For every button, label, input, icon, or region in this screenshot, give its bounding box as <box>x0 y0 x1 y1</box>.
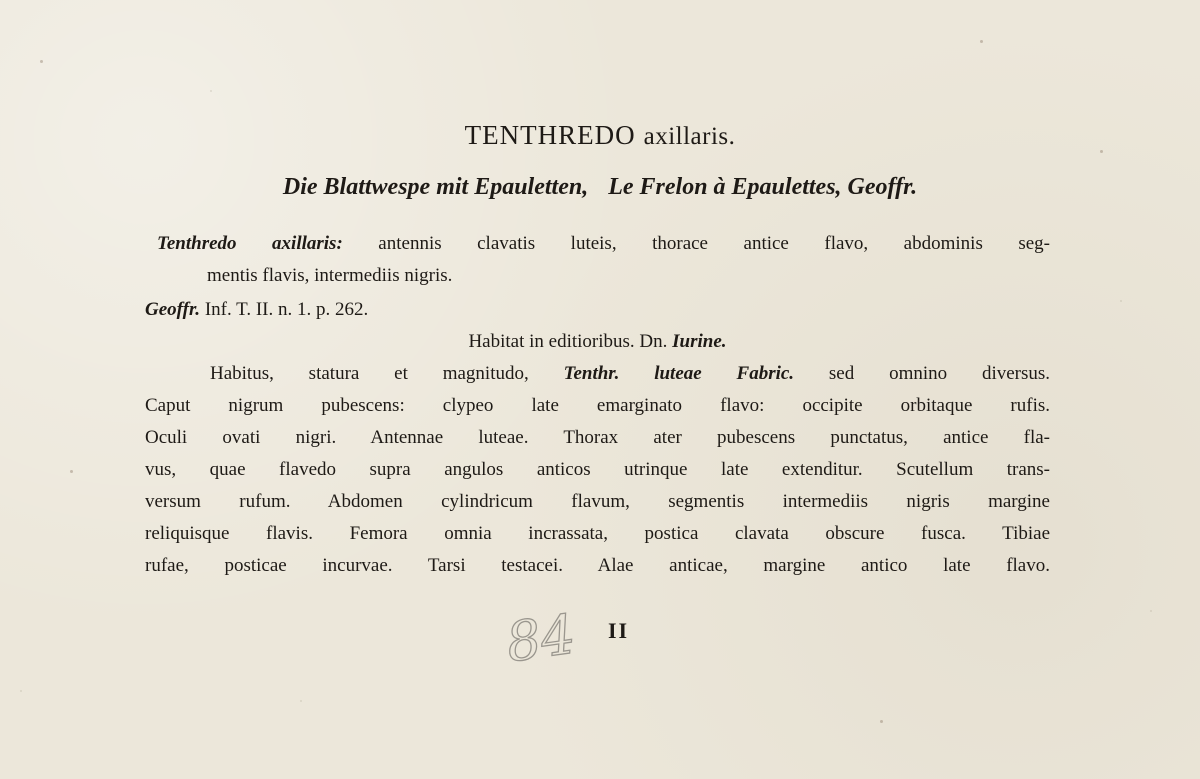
description-line-5: versum rufum. Abdomen cylindricum flavum, segmentis intermediis nigris margine <box>145 491 1050 512</box>
habitat-collector: Iurine. <box>672 331 727 352</box>
paper-speck <box>980 40 983 43</box>
description-line-1c: sed omnino diversus. <box>828 363 1051 384</box>
description-line-6: reliquisque flavis. Femora omnia incrassata, postica clavata obscure fusca. Tibiae <box>145 523 1050 544</box>
species-epithet: axillaris. <box>643 123 736 150</box>
paper-speck <box>210 90 212 92</box>
paper-speck <box>40 60 43 63</box>
paper-speck <box>20 690 22 692</box>
reference <box>145 294 1050 326</box>
description-line-2: Caput nigrum pubescens: clypeo late emarginato flavo: occipite orbitaque rufis. <box>145 395 1050 416</box>
paper-speck <box>300 700 302 702</box>
german-name: Die Blattwespe mit Epauletten, <box>282 174 589 200</box>
habitat-text: Habitat in editioribus. Dn. <box>468 331 668 352</box>
description-line-1b: Tenthr. luteae Fabric. <box>563 363 795 384</box>
habitat <box>145 326 1050 358</box>
description-line-3: Oculi ovati nigri. Antennae luteae. Thorax ater pubescens punctatus, antice fla- <box>145 427 1050 448</box>
description-line-7: rufae, posticae incurvae. Tarsi testacei. Alae anticae, margine antico late flavo. <box>145 555 1050 576</box>
paper-speck <box>1150 610 1152 612</box>
paper-speck <box>880 720 883 723</box>
plate-number: II <box>608 618 630 643</box>
paper-speck <box>70 470 73 473</box>
reference-citation: Inf. T. II. n. 1. p. 262. <box>204 299 369 320</box>
diagnosis <box>145 228 1050 292</box>
species-title <box>0 120 1200 151</box>
description-line-4: vus, quae flavedo supra angulos anticos utrinque late extenditur. Scutellum trans- <box>145 459 1050 480</box>
vernacular-title <box>0 174 1200 201</box>
french-name: Le Frelon à Epaulettes, Geoffr. <box>608 174 918 200</box>
genus-name: TENTHREDO <box>464 120 636 150</box>
pencil-number: 84 <box>502 602 580 675</box>
diagnosis-name: Tenthredo axillaris: <box>157 233 343 254</box>
reference-author: Geoffr. <box>145 299 201 320</box>
description <box>145 358 1050 582</box>
diagnosis-line-2: mentis flavis, intermediis nigris. <box>207 265 453 286</box>
diagnosis-line-1: antennis clavatis luteis, thorace antice flavo, abdominis seg- <box>378 233 1051 254</box>
pencil-annotation <box>500 595 590 680</box>
paper-speck <box>1120 300 1122 302</box>
pencil-number-mark <box>500 595 590 675</box>
description-line-1a: Habitus, statura et magnitudo, <box>210 363 529 384</box>
